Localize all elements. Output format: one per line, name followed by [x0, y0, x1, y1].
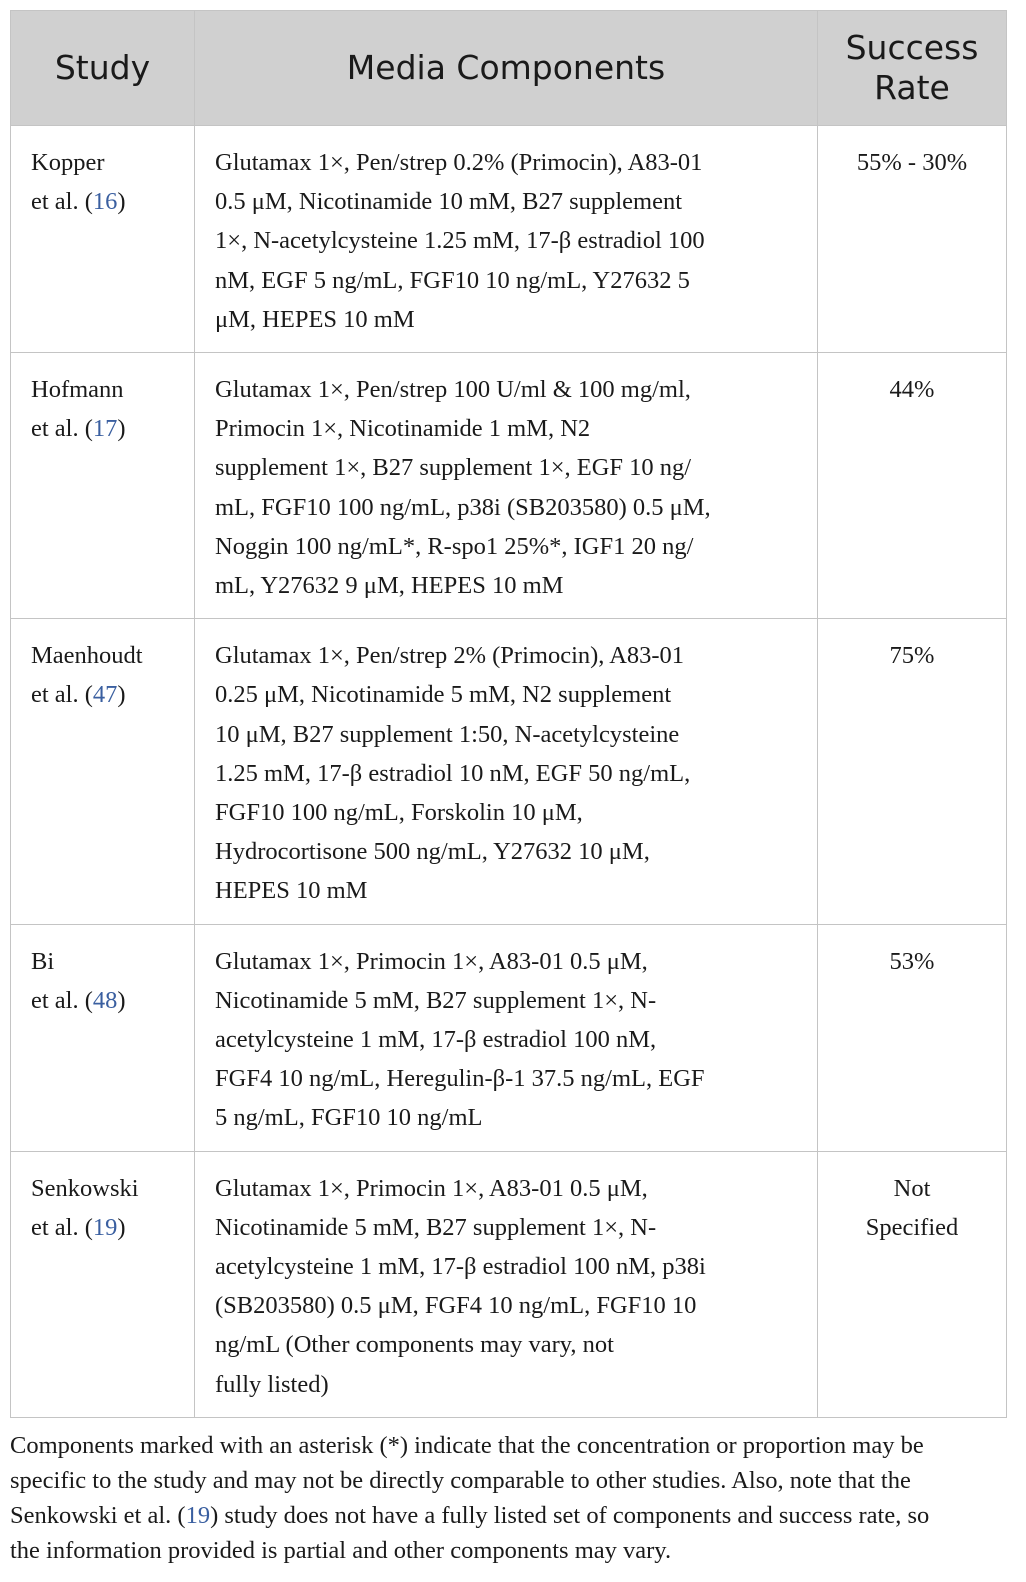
components-line: 10 μM, B27 supplement 1:50, N-acetylcysteine — [215, 720, 680, 748]
success-rate-cell — [818, 924, 1007, 1151]
components-line: 5 ng/mL, FGF10 10 ng/mL — [215, 1104, 483, 1132]
study-citation — [31, 981, 186, 1020]
components-line: mL, FGF10 100 ng/mL, p38i (SB203580) 0.5 μM, — [215, 493, 711, 521]
citation-suffix: ) — [117, 1213, 126, 1241]
components-cell — [195, 353, 818, 619]
components-line: Hydrocortisone 500 ng/mL, Y27632 10 μM, — [215, 838, 650, 866]
components-cell — [195, 924, 818, 1151]
components-line: nM, EGF 5 ng/mL, FGF10 10 ng/mL, Y27632 5 — [215, 266, 690, 294]
components-line: ng/mL (Other components may vary, not — [215, 1331, 614, 1359]
components-line: acetylcysteine 1 mM, 17-β estradiol 100 nM, p38i — [215, 1253, 706, 1281]
header-study: Study — [11, 11, 195, 126]
components-line: acetylcysteine 1 mM, 17-β estradiol 100 nM, — [215, 1026, 657, 1054]
table-container — [10, 10, 1006, 1568]
success-rate-cell — [818, 619, 1007, 924]
components-line: Glutamax 1×, Pen/strep 0.2% (Primocin), A83-01 — [215, 149, 703, 176]
components-cell — [195, 1151, 818, 1417]
components-line: FGF4 10 ng/mL, Heregulin-β-1 37.5 ng/mL, EGF — [215, 1065, 705, 1093]
success-rate-value: 75% — [889, 642, 935, 670]
components-line: (SB203580) 0.5 μM, FGF4 10 ng/mL, FGF10 10 — [215, 1292, 697, 1320]
study-citation — [31, 1208, 186, 1247]
footnote-line — [10, 1498, 1006, 1533]
study-cell — [11, 924, 195, 1151]
header-media-components: Media Components — [195, 11, 818, 126]
success-rate-value: 55% - 30% — [856, 149, 968, 176]
reference-link[interactable]: 19 — [185, 1501, 211, 1529]
reference-link[interactable]: 16 — [92, 188, 118, 216]
components-line: 0.5 μM, Nicotinamide 10 mM, B27 supplement — [215, 188, 683, 216]
components-line: mL, Y27632 9 μM, HEPES 10 mM — [215, 572, 564, 600]
success-rate-cell — [818, 353, 1007, 619]
reference-link[interactable]: 47 — [92, 681, 118, 709]
components-line: HEPES 10 mM — [215, 877, 368, 905]
components-line: Glutamax 1×, Pen/strep 2% (Primocin), A83-01 — [215, 642, 685, 670]
components-line: μM, HEPES 10 mM — [215, 305, 415, 333]
study-name: Senkowski — [31, 1174, 139, 1202]
table-row — [11, 1151, 1007, 1417]
citation-prefix: et al. ( — [31, 415, 93, 443]
components-line: fully listed) — [215, 1370, 329, 1398]
study-name: Hofmann — [31, 376, 124, 404]
header-success-rate-line1: Success — [845, 28, 979, 67]
reference-link[interactable]: 48 — [92, 986, 118, 1014]
citation-suffix: ) — [117, 681, 126, 709]
header-row — [11, 11, 1007, 126]
study-citation — [31, 182, 186, 221]
components-line: Nicotinamide 5 mM, B27 supplement 1×, N- — [215, 986, 657, 1014]
citation-suffix: ) — [117, 986, 126, 1014]
citation-prefix: et al. ( — [31, 681, 93, 709]
table-row — [11, 924, 1007, 1151]
components-line: 0.25 μM, Nicotinamide 5 mM, N2 supplement — [215, 681, 672, 709]
components-cell — [195, 619, 818, 924]
components-line: Noggin 100 ng/mL*, R-spo1 25%*, IGF1 20 ng/ — [215, 532, 694, 560]
success-rate-value-line2: Specified — [865, 1213, 959, 1241]
footnote-prefix: Senkowski et al. ( — [10, 1501, 186, 1529]
table-row — [11, 353, 1007, 619]
components-line: 1.25 mM, 17-β estradiol 10 nM, EGF 50 ng/mL, — [215, 759, 691, 787]
footnote-line: Components marked with an asterisk (*) indicate that the concentration or proportion may be — [10, 1431, 924, 1459]
components-line: Glutamax 1×, Pen/strep 100 U/ml & 100 mg/ml, — [215, 376, 691, 404]
success-rate-cell — [818, 1151, 1007, 1417]
components-line: Glutamax 1×, Primocin 1×, A83-01 0.5 μM, — [215, 1174, 648, 1202]
header-success-rate-line2: Rate — [874, 68, 950, 107]
study-cell — [11, 353, 195, 619]
citation-prefix: et al. ( — [31, 986, 93, 1014]
components-cell — [195, 126, 818, 353]
success-rate-value: Not — [893, 1174, 931, 1202]
citation-prefix: et al. ( — [31, 1213, 93, 1241]
header-success-rate — [818, 11, 1007, 126]
citation-suffix: ) — [117, 188, 126, 216]
citation-suffix: ) — [117, 415, 126, 443]
components-line: FGF10 100 ng/mL, Forskolin 10 μM, — [215, 799, 583, 827]
study-citation — [31, 409, 186, 448]
citation-prefix: et al. ( — [31, 188, 93, 216]
reference-link[interactable]: 19 — [92, 1213, 118, 1241]
reference-link[interactable]: 17 — [92, 415, 118, 443]
footnote-line: the information provided is partial and other components may vary. — [10, 1536, 672, 1564]
components-line: Primocin 1×, Nicotinamide 1 mM, N2 — [215, 415, 591, 443]
table-row — [11, 126, 1007, 353]
table-row — [11, 619, 1007, 924]
study-cell — [11, 619, 195, 924]
success-rate-value: 44% — [889, 376, 935, 404]
media-components-table — [10, 10, 1007, 1418]
study-cell — [11, 126, 195, 353]
components-line: supplement 1×, B27 supplement 1×, EGF 10 ng/ — [215, 454, 692, 482]
components-line: Nicotinamide 5 mM, B27 supplement 1×, N- — [215, 1213, 657, 1241]
components-line: 1×, N-acetylcysteine 1.25 mM, 17-β estradiol 100 — [215, 227, 705, 255]
footnote-line: specific to the study and may not be directly comparable to other studies. Also, note that the — [10, 1466, 911, 1494]
components-line: Glutamax 1×, Primocin 1×, A83-01 0.5 μM, — [215, 947, 648, 975]
success-rate-value: 53% — [889, 947, 935, 975]
success-rate-cell — [818, 126, 1007, 353]
study-name: Kopper — [31, 149, 105, 176]
footnote-suffix: ) study does not have a fully listed set of components and success rate, so — [210, 1501, 930, 1529]
study-name: Maenhoudt — [31, 642, 143, 670]
study-citation — [31, 675, 186, 714]
table-footnote — [10, 1428, 1006, 1568]
study-name: Bi — [31, 947, 55, 975]
study-cell — [11, 1151, 195, 1417]
